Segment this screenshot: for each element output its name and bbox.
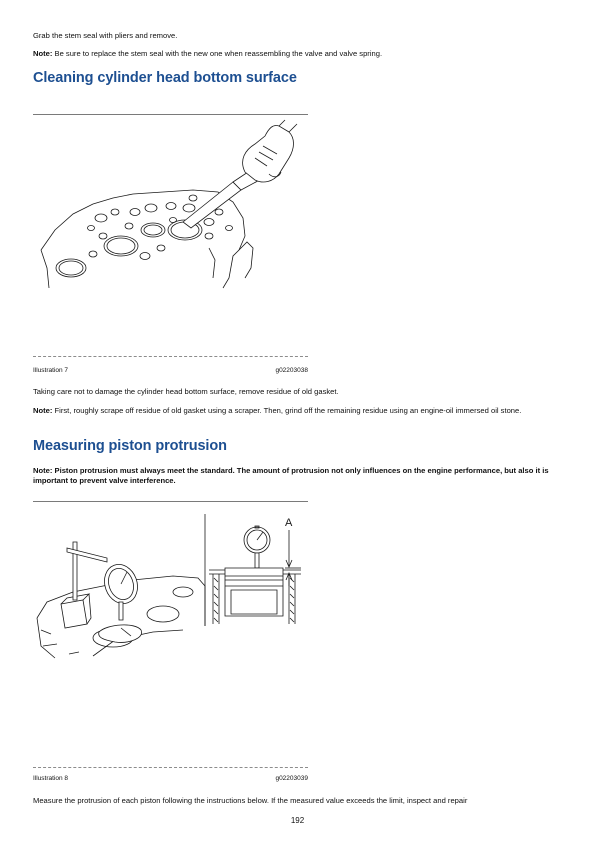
illustration-8-caption (33, 775, 308, 782)
note-piston-protrusion: Note: Piston protrusion must always meet the standard. The amount of protrusion not only influences on the engine performance, but also it is important to prevent valve interference. (33, 466, 549, 485)
note-gasket-residue (33, 406, 563, 416)
figure-bottom-rule (33, 767, 308, 768)
note-label: Note: (33, 406, 53, 415)
illustration-7-caption (33, 367, 308, 374)
cleaning-instruction-text: Taking care not to damage the cylinder head bottom surface, remove residue of old gasket. (33, 387, 339, 396)
figure-top-rule (33, 501, 308, 502)
figure-bottom-rule (33, 356, 308, 357)
section-heading-piston-protrusion: Measuring piston protrusion (33, 438, 227, 454)
illustration-7-cylinder-head-scraping (33, 118, 308, 290)
illustration-8-piston-protrusion-measurement (33, 506, 308, 666)
caption-label: Illustration 7 (33, 367, 69, 374)
note-label: Note: (33, 49, 53, 58)
instruction-text: Grab the stem seal with pliers and remove. (33, 31, 178, 40)
caption-code: g02203038 (275, 367, 308, 374)
page-number: 192 (290, 816, 305, 825)
measurement-instruction-text: Measure the protrusion of each piston following the instructions below. If the measured value exceeds the limit, inspect and repair (33, 796, 468, 805)
note-text: Be sure to replace the stem seal with the new one when reassembling the valve and valve spring. (52, 49, 383, 58)
caption-code: g02203039 (275, 775, 308, 782)
figure-top-rule (33, 114, 308, 115)
note-stem-seal (33, 49, 563, 59)
section-heading-cleaning: Cleaning cylinder head bottom surface (33, 70, 297, 86)
caption-label: Illustration 8 (33, 775, 69, 782)
dimension-label-a: A (285, 517, 293, 529)
note-text: First, roughly scrape off residue of old gasket using a scraper. Then, grind off the remaining residue using an engine-oil immersed oil stone. (52, 406, 522, 415)
